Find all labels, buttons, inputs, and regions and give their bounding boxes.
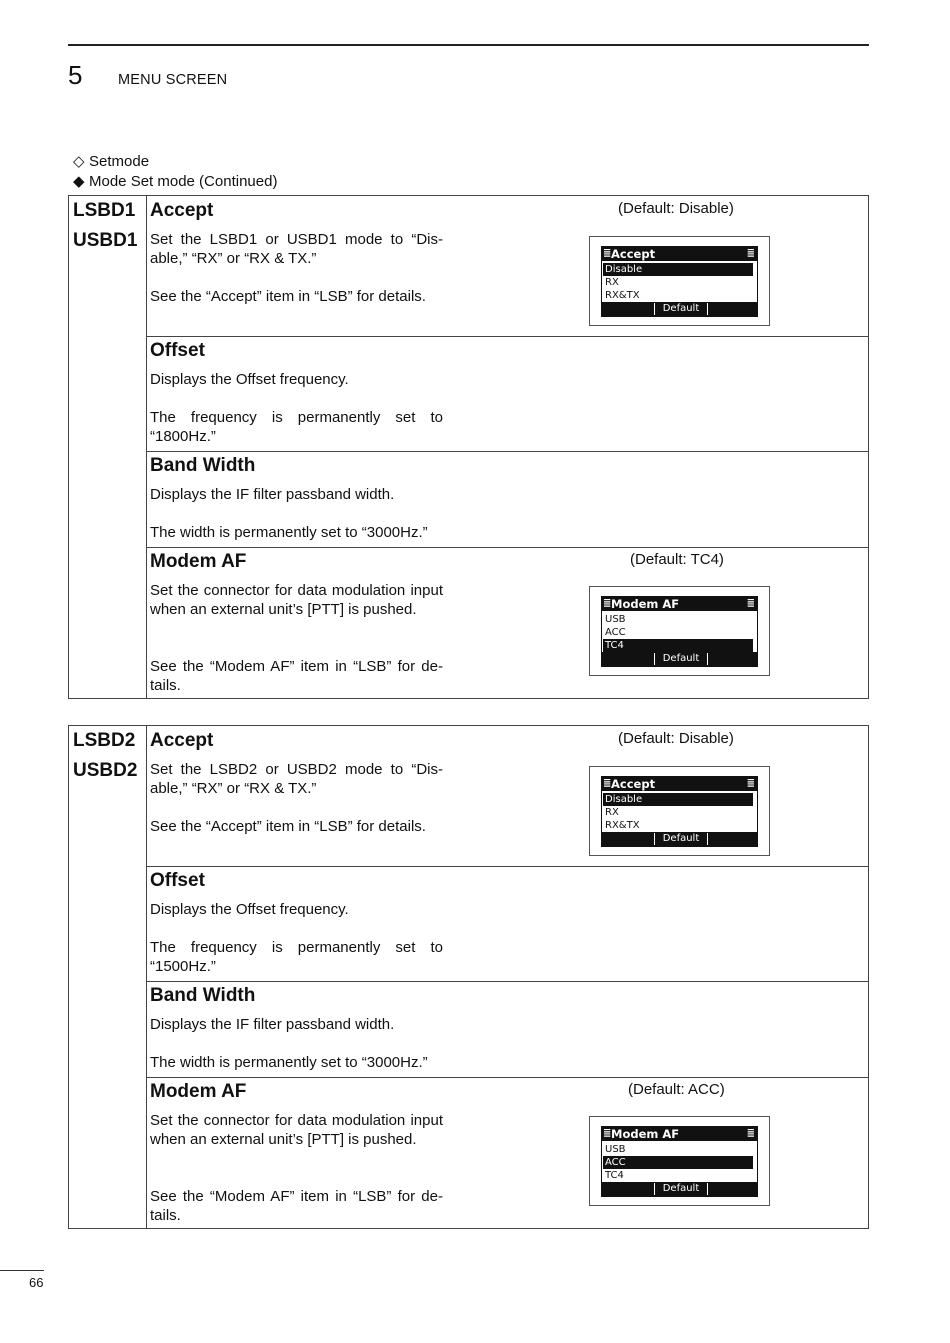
lcd-option-selected[interactable]: TC4 bbox=[603, 639, 753, 652]
lcd-footer bbox=[602, 652, 757, 666]
lcd-option[interactable]: RX bbox=[605, 807, 619, 818]
hollow-diamond-icon: ◇ bbox=[73, 153, 85, 170]
lcd-option[interactable]: RX&TX bbox=[605, 820, 640, 831]
item-accept bbox=[146, 726, 868, 867]
item-offset bbox=[146, 866, 868, 982]
menu-icon: ≣ bbox=[603, 248, 612, 259]
mode-label: USBD1 bbox=[73, 230, 138, 251]
lcd-display bbox=[601, 776, 758, 847]
item-modem-af bbox=[146, 1077, 868, 1229]
item-title: Accept bbox=[150, 730, 214, 751]
lcd-option[interactable]: RX&TX bbox=[605, 290, 640, 301]
item-description: The frequency is permanently set to “1800Hz.” bbox=[150, 409, 443, 445]
lcd-header bbox=[602, 1127, 757, 1141]
default-value: (Default: TC4) bbox=[630, 551, 724, 568]
lcd-footer bbox=[602, 302, 757, 316]
item-description: See the “Accept” item in “LSB” for details. bbox=[150, 818, 426, 835]
item-description: See the “Modem AF” item in “LSB” for de-tails. bbox=[150, 1188, 443, 1224]
lcd-footer bbox=[602, 1182, 757, 1196]
item-description: Set the connector for data modulation input when an external unit’s [PTT] is pushed. bbox=[150, 582, 443, 618]
item-band-width bbox=[146, 981, 868, 1078]
item-description: Displays the Offset frequency. bbox=[150, 901, 349, 918]
lcd-screenshot bbox=[589, 236, 770, 326]
lcd-display bbox=[601, 596, 758, 667]
menu-icon: ≣ bbox=[603, 598, 612, 609]
mode-column bbox=[69, 196, 147, 698]
menu-icon: ≣ bbox=[603, 1128, 612, 1139]
chapter-number: 5 bbox=[68, 60, 83, 90]
breadcrumb-label: Mode Set mode (Continued) bbox=[89, 173, 278, 190]
menu-icon: ≣ bbox=[603, 778, 612, 789]
mode-label: USBD2 bbox=[73, 760, 138, 781]
lcd-screenshot bbox=[589, 586, 770, 676]
default-value: (Default: Disable) bbox=[618, 200, 734, 217]
item-description: Set the LSBD2 or USBD2 mode to “Dis-able,” “RX” or “RX & TX.” bbox=[150, 761, 443, 797]
lcd-option-selected[interactable]: Disable bbox=[603, 263, 753, 276]
lcd-option[interactable]: USB bbox=[605, 614, 626, 625]
item-description: See the “Modem AF” item in “LSB” for de-tails. bbox=[150, 658, 443, 694]
menu-icon: ≣ bbox=[746, 248, 755, 259]
default-button[interactable]: Default bbox=[654, 653, 708, 665]
item-description: The frequency is permanently set to “1500Hz.” bbox=[150, 939, 443, 975]
lcd-option[interactable]: ACC bbox=[605, 627, 626, 638]
lcd-title: Modem AF bbox=[611, 597, 680, 611]
default-button[interactable]: Default bbox=[654, 833, 708, 845]
footer-rule bbox=[0, 1270, 44, 1271]
item-description: Set the LSBD1 or USBD1 mode to “Dis-able,” “RX” or “RX & TX.” bbox=[150, 231, 443, 267]
mode-column bbox=[69, 726, 147, 1228]
lcd-option[interactable]: TC4 bbox=[605, 1170, 624, 1181]
lcd-option-selected[interactable]: Disable bbox=[603, 793, 753, 806]
menu-icon: ≣ bbox=[746, 598, 755, 609]
default-button[interactable]: Default bbox=[654, 1183, 708, 1195]
item-title: Offset bbox=[150, 870, 205, 891]
lcd-screenshot bbox=[589, 1116, 770, 1206]
item-description: The width is permanently set to “3000Hz.” bbox=[150, 524, 428, 541]
item-title: Modem AF bbox=[150, 1081, 247, 1102]
top-rule bbox=[68, 44, 869, 46]
lcd-screenshot bbox=[589, 766, 770, 856]
lcd-footer bbox=[602, 832, 757, 846]
item-title: Band Width bbox=[150, 455, 256, 476]
item-title: Band Width bbox=[150, 985, 256, 1006]
item-offset bbox=[146, 336, 868, 452]
breadcrumb-mode-set bbox=[73, 172, 277, 190]
item-title: Modem AF bbox=[150, 551, 247, 572]
menu-icon: ≣ bbox=[746, 1128, 755, 1139]
item-description: Displays the IF filter passband width. bbox=[150, 486, 395, 503]
lcd-option-selected[interactable]: ACC bbox=[603, 1156, 753, 1169]
item-title: Offset bbox=[150, 340, 205, 361]
lcd-option[interactable]: USB bbox=[605, 1144, 626, 1155]
mode-label: LSBD2 bbox=[73, 730, 136, 751]
item-modem-af bbox=[146, 547, 868, 699]
lcd-option[interactable]: RX bbox=[605, 277, 619, 288]
breadcrumb-setmode bbox=[73, 152, 149, 170]
item-description: See the “Accept” item in “LSB” for details. bbox=[150, 288, 426, 305]
lcd-display bbox=[601, 1126, 758, 1197]
lcd-title: Modem AF bbox=[611, 1127, 680, 1141]
page-number: 66 bbox=[29, 1275, 44, 1290]
item-title: Accept bbox=[150, 200, 214, 221]
lcd-title: Accept bbox=[611, 777, 656, 791]
default-value: (Default: ACC) bbox=[628, 1081, 725, 1098]
lcd-display bbox=[601, 246, 758, 317]
item-description: The width is permanently set to “3000Hz.” bbox=[150, 1054, 428, 1071]
item-description: Set the connector for data modulation input when an external unit’s [PTT] is pushed. bbox=[150, 1112, 443, 1148]
mode-table-lsbd2 bbox=[68, 725, 869, 1229]
filled-diamond-icon: ◆ bbox=[73, 173, 85, 190]
mode-table-lsbd1 bbox=[68, 195, 869, 699]
mode-label: LSBD1 bbox=[73, 200, 136, 221]
item-description: Displays the IF filter passband width. bbox=[150, 1016, 395, 1033]
item-accept bbox=[146, 196, 868, 337]
lcd-header bbox=[602, 777, 757, 791]
lcd-header bbox=[602, 247, 757, 261]
breadcrumb-label: Setmode bbox=[89, 153, 150, 170]
chapter-title: MENU SCREEN bbox=[118, 72, 228, 88]
item-description: Displays the Offset frequency. bbox=[150, 371, 349, 388]
default-button[interactable]: Default bbox=[654, 303, 708, 315]
item-band-width bbox=[146, 451, 868, 548]
default-value: (Default: Disable) bbox=[618, 730, 734, 747]
menu-icon: ≣ bbox=[746, 778, 755, 789]
lcd-header bbox=[602, 597, 757, 611]
lcd-title: Accept bbox=[611, 247, 656, 261]
